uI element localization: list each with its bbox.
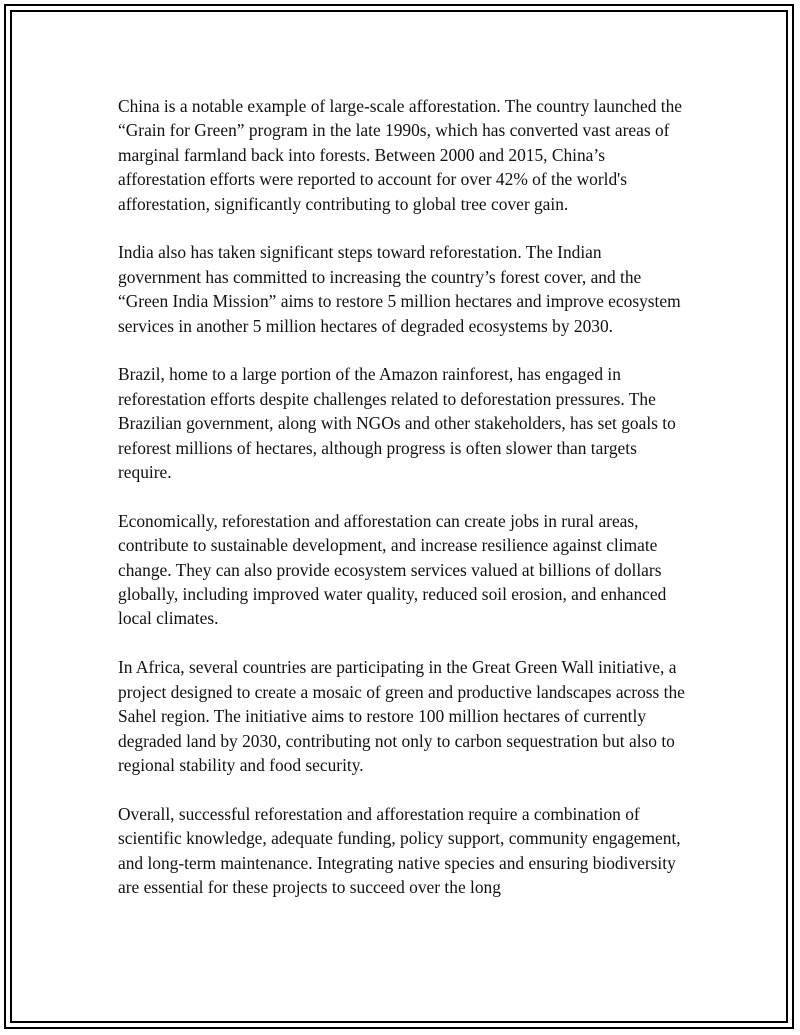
paragraph-overall: Overall, successful reforestation and afforestation require a combination of scientific knowledge, adequate funding, policy support, community engagement, and long-term maintenance. Integrating native species and ensuring biodiversity are essential for these projects to succeed over the long [118, 803, 681, 897]
paragraph-brazil: Brazil, home to a large portion of the Amazon rainforest, has engaged in reforestation efforts despite challenges related to deforestation pressures. The Brazilian government, along with NGOs and other stakeholders, has set goals to reforest millions of hectares, although progress is often slower than targets require. [118, 364, 676, 483]
paragraph-china: China is a notable example of large-scale afforestation. The country launched the “Grain for Green” program in the late 1990s, which has converted vast areas of marginal farmland back into forests. Between 2000 and 2015, China’s afforestation efforts were reported to account for over 42% of the world's afforestation, significantly contributing to global tree cover gain. [118, 96, 683, 214]
paragraph-economics: Economically, reforestation and afforestation can create jobs in rural areas, contribute to sustainable development, and increase resilience against climate change. They can also provide ecosystem services valued at billions of dollars globally, including improved water quality, reduced soil erosion, and enhanced local climates. [118, 510, 667, 629]
paragraph-india: India also has taken significant steps toward reforestation. The Indian government has committed to increasing the country’s forest cover, and the “Green India Mission” aims to restore 5 million hectares and improve ecosystem services in another 5 million hectares of degraded ecosystems by 2030. [118, 242, 681, 336]
document-body [118, 94, 688, 924]
paragraph-africa: In Africa, several countries are participating in the Great Green Wall initiative, a project designed to create a mosaic of green and productive landscapes across the Sahel region. The initiative aims to restore 100 million hectares of currently degraded land by 2030, contributing not only to carbon sequestration but also to regional stability and food security. [118, 657, 685, 775]
